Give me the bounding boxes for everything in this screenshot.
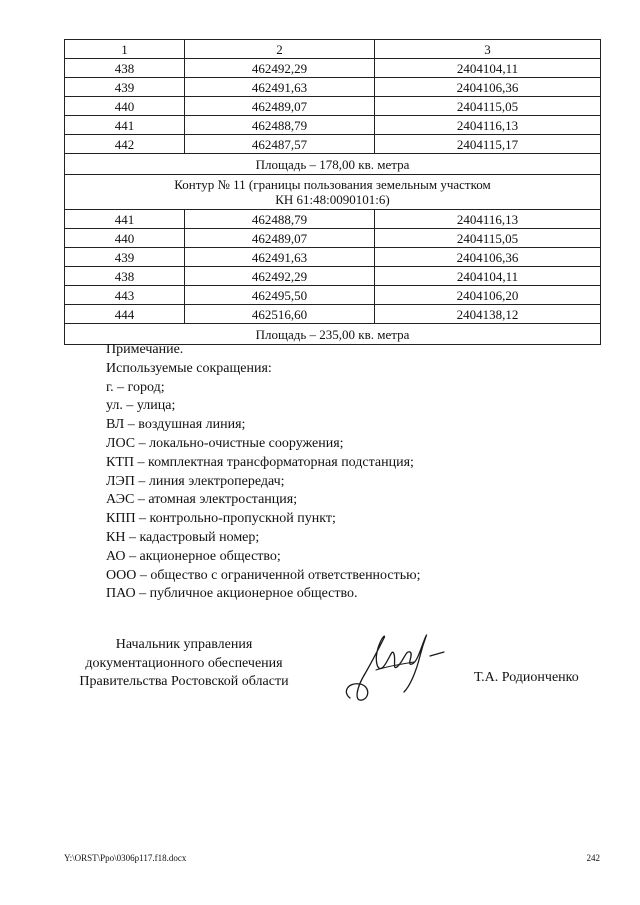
note-subtitle: Используемые сокращения: <box>106 360 272 376</box>
coordinate-y: 2404104,11 <box>375 59 601 78</box>
coordinate-x: 462491,63 <box>185 248 375 267</box>
signer-position <box>66 636 302 692</box>
table-row <box>65 97 601 116</box>
signer-position-line: Начальник управления <box>115 637 253 652</box>
table-row <box>65 267 601 286</box>
coordinate-x: 462492,29 <box>185 59 375 78</box>
point-number: 441 <box>65 116 185 135</box>
header-cell-2: 2 <box>185 40 375 59</box>
point-number: 440 <box>65 97 185 116</box>
table-row <box>65 286 601 305</box>
note-item: ЛОС – локально-очистные сооружения; <box>106 435 344 451</box>
point-number: 444 <box>65 305 185 324</box>
contour-title-row <box>65 175 601 210</box>
coordinate-y: 2404116,13 <box>375 116 601 135</box>
coordinate-x: 462488,79 <box>185 210 375 229</box>
point-number: 440 <box>65 229 185 248</box>
coordinate-y: 2404138,12 <box>375 305 601 324</box>
note-item: КПП – контрольно-пропускной пункт; <box>106 511 336 527</box>
contour-title-line-2: КН 61:48:0090101:6) <box>275 192 390 207</box>
note-item: КН – кадастровый номер; <box>106 529 260 545</box>
note-title: Примечание. <box>106 342 184 357</box>
contour-title <box>65 175 601 210</box>
coordinate-x: 462487,57 <box>185 135 375 154</box>
file-path: Y:\ORST\Ppo\0306p117.f18.docx <box>64 853 187 863</box>
coordinate-y: 2404106,20 <box>375 286 601 305</box>
page-number: 242 <box>586 853 600 863</box>
coordinate-y: 2404106,36 <box>375 248 601 267</box>
note-item: ВЛ – воздушная линия; <box>106 417 246 433</box>
table-row <box>65 210 601 229</box>
coordinate-x: 462489,07 <box>185 229 375 248</box>
note-item: АЭС – атомная электростанция; <box>106 492 298 508</box>
point-number: 439 <box>65 248 185 267</box>
signer-name: Т.А. Родионченко <box>474 670 579 685</box>
area-row <box>65 154 601 175</box>
note-item: ЛЭП – линия электропередач; <box>106 473 285 489</box>
signer-position-line: документационного обеспечения <box>85 655 283 671</box>
coordinate-x: 462491,63 <box>185 78 375 97</box>
abbreviations-note <box>106 341 606 604</box>
header-cell-1: 1 <box>65 40 185 59</box>
note-item: г. – город; <box>106 379 165 395</box>
coordinates-table <box>64 39 601 345</box>
table-row <box>65 78 601 97</box>
area-label: Площадь – 178,00 кв. метра <box>65 154 601 175</box>
coordinate-y: 2404115,05 <box>375 97 601 116</box>
coordinate-y: 2404106,36 <box>375 78 601 97</box>
note-item: ул. – улица; <box>106 398 176 414</box>
point-number: 439 <box>65 78 185 97</box>
point-number: 442 <box>65 135 185 154</box>
area-label: Площадь – 235,00 кв. метра <box>65 324 601 345</box>
table-row <box>65 59 601 78</box>
note-item: ПАО – публичное акционерное общество. <box>106 586 358 602</box>
coordinate-y: 2404116,13 <box>375 210 601 229</box>
coordinate-x: 462495,50 <box>185 286 375 305</box>
coordinate-x: 462489,07 <box>185 97 375 116</box>
note-item: КТП – комплектная трансформаторная подстанция; <box>106 454 414 470</box>
note-item: ООО – общество с ограниченной ответственностью; <box>106 567 421 583</box>
coordinate-x: 462488,79 <box>185 116 375 135</box>
coordinate-x: 462492,29 <box>185 267 375 286</box>
point-number: 441 <box>65 210 185 229</box>
table-row <box>65 229 601 248</box>
coordinate-y: 2404115,05 <box>375 229 601 248</box>
table-row <box>65 248 601 267</box>
coordinate-y: 2404104,11 <box>375 267 601 286</box>
coordinate-y: 2404115,17 <box>375 135 601 154</box>
point-number: 438 <box>65 267 185 286</box>
handwritten-signature <box>340 626 460 706</box>
header-cell-3: 3 <box>375 40 601 59</box>
note-item: АО – акционерное общество; <box>106 548 281 564</box>
contour-title-line-1: Контур № 11 (границы пользования земельным участком <box>174 177 491 192</box>
table-row <box>65 305 601 324</box>
point-number: 438 <box>65 59 185 78</box>
table-header-row <box>65 40 601 59</box>
table-row <box>65 116 601 135</box>
point-number: 443 <box>65 286 185 305</box>
signer-position-line: Правительства Ростовской области <box>79 674 289 689</box>
coordinate-x: 462516,60 <box>185 305 375 324</box>
table-row <box>65 135 601 154</box>
